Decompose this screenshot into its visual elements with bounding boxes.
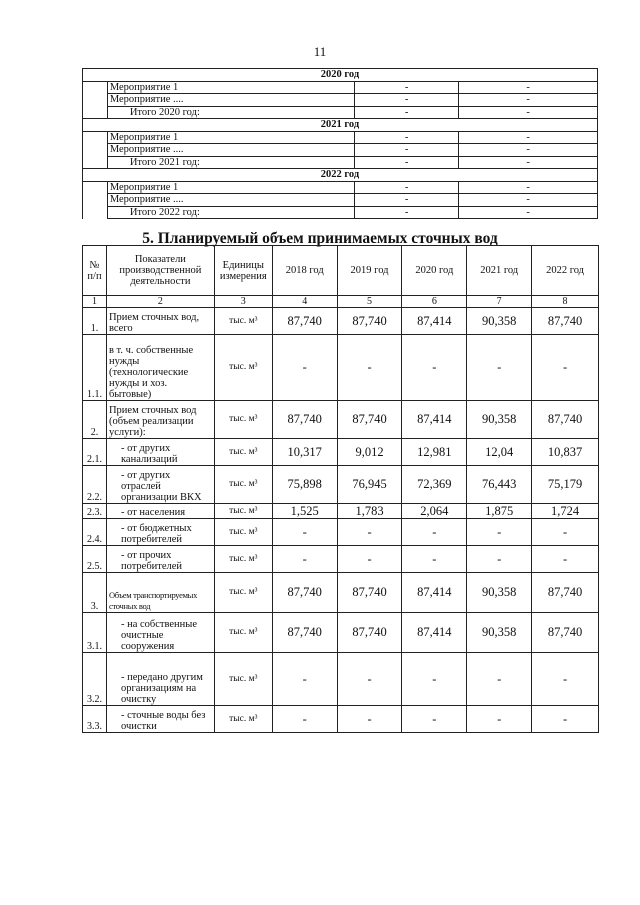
table-row: [83, 613, 599, 653]
value-cell: 1,525: [272, 504, 337, 519]
header-cell: 2019 год: [337, 246, 402, 296]
value-cell: -: [272, 335, 337, 401]
unit-cell: тыс. м³: [214, 439, 272, 466]
index-cell: 4: [272, 296, 337, 308]
spacer-cell: [83, 206, 108, 219]
event-value: -: [355, 94, 459, 107]
value-cell: -: [532, 706, 599, 733]
event-row: [83, 81, 598, 94]
value-cell: 10,837: [532, 439, 599, 466]
indicator-label: - от населения: [120, 507, 186, 518]
table-row: [83, 519, 599, 546]
row-number: 2.3.: [83, 504, 107, 519]
indicator-label: - на собственные очистные сооружения: [120, 619, 198, 652]
row-number: 2.: [83, 401, 107, 439]
total-row: [83, 206, 598, 219]
indicator-label: в т. ч. собственные нужды (технологические нужды и хоз. бытовые): [108, 345, 194, 400]
unit-cell: тыс. м³: [214, 401, 272, 439]
value-cell: -: [402, 546, 467, 573]
value-cell: -: [272, 706, 337, 733]
year-title: 2020 год: [83, 69, 598, 82]
value-cell: -: [532, 519, 599, 546]
value-cell: 87,740: [272, 401, 337, 439]
value-cell: 87,740: [272, 308, 337, 335]
indicator-name: [106, 466, 214, 504]
header-cell: № п/п: [83, 246, 107, 296]
value-cell: 90,358: [467, 613, 532, 653]
indicator-name: [106, 613, 214, 653]
event-name: Мероприятие ....: [107, 144, 354, 157]
value-cell: 1,875: [467, 504, 532, 519]
event-value: -: [459, 81, 598, 94]
indicator-name: [106, 653, 214, 706]
total-row: [83, 106, 598, 119]
value-cell: 12,981: [402, 439, 467, 466]
event-name: Мероприятие 1: [107, 131, 354, 144]
indicator-label: - от других отраслей организации ВКХ: [120, 470, 202, 503]
value-cell: 12,04: [467, 439, 532, 466]
value-cell: -: [402, 335, 467, 401]
event-value: -: [459, 194, 598, 207]
indicator-label: - передано другим организациям на очистку: [120, 672, 203, 705]
value-cell: -: [337, 335, 402, 401]
table-row: [83, 653, 599, 706]
value-cell: -: [467, 335, 532, 401]
indicator-name: [106, 335, 214, 401]
row-number: 2.5.: [83, 546, 107, 573]
header-row: [83, 246, 599, 296]
unit-cell: тыс. м³: [214, 613, 272, 653]
row-number: 2.2.: [83, 466, 107, 504]
value-cell: 87,740: [532, 401, 599, 439]
value-cell: 2,064: [402, 504, 467, 519]
row-number: 3.1.: [83, 613, 107, 653]
indicator-name: [106, 504, 214, 519]
total-value: -: [459, 206, 598, 219]
index-cell: 1: [83, 296, 107, 308]
header-cell: 2018 год: [272, 246, 337, 296]
value-cell: 75,898: [272, 466, 337, 504]
indicator-name: [106, 439, 214, 466]
value-cell: 10,317: [272, 439, 337, 466]
indicator-name: [106, 519, 214, 546]
event-value: -: [355, 131, 459, 144]
row-number: 3.: [83, 573, 107, 613]
table-row: [83, 546, 599, 573]
event-value: -: [459, 131, 598, 144]
indicator-name: [106, 706, 214, 733]
events-table: [82, 68, 598, 219]
value-cell: 75,179: [532, 466, 599, 504]
value-cell: -: [402, 653, 467, 706]
unit-cell: тыс. м³: [214, 504, 272, 519]
table-row: [83, 335, 599, 401]
unit-cell: тыс. м³: [214, 546, 272, 573]
row-number: 3.3.: [83, 706, 107, 733]
total-row: [83, 156, 598, 169]
value-cell: 87,414: [402, 613, 467, 653]
value-cell: -: [272, 519, 337, 546]
value-cell: -: [532, 335, 599, 401]
event-name: Мероприятие 1: [107, 181, 354, 194]
value-cell: 87,740: [532, 308, 599, 335]
value-cell: 87,740: [272, 573, 337, 613]
spacer-cell: [83, 94, 108, 107]
indicator-label: - от других канализаций: [120, 443, 178, 465]
index-cell: 2: [106, 296, 214, 308]
event-value: -: [459, 181, 598, 194]
value-cell: 87,740: [532, 613, 599, 653]
indicator-label: - от прочих потребителей: [120, 550, 183, 572]
header-cell: 2021 год: [467, 246, 532, 296]
value-cell: 76,945: [337, 466, 402, 504]
value-cell: 90,358: [467, 401, 532, 439]
value-cell: -: [337, 546, 402, 573]
year-title: 2021 год: [83, 119, 598, 132]
value-cell: -: [337, 653, 402, 706]
row-number: 2.4.: [83, 519, 107, 546]
indicator-label: - от бюджетных потребителей: [120, 523, 192, 545]
value-cell: -: [402, 706, 467, 733]
unit-cell: тыс. м³: [214, 335, 272, 401]
event-value: -: [355, 181, 459, 194]
row-number: 1.1.: [83, 335, 107, 401]
total-value: -: [459, 156, 598, 169]
value-cell: 90,358: [467, 308, 532, 335]
value-cell: -: [467, 706, 532, 733]
index-cell: 3: [214, 296, 272, 308]
value-cell: 9,012: [337, 439, 402, 466]
event-row: [83, 181, 598, 194]
table-row: [83, 573, 599, 613]
year-title: 2022 год: [83, 169, 598, 182]
column-index-row: [83, 296, 599, 308]
value-cell: 87,414: [402, 308, 467, 335]
spacer-cell: [83, 131, 108, 144]
unit-cell: тыс. м³: [214, 308, 272, 335]
index-cell: 8: [532, 296, 599, 308]
event-name: Мероприятие ....: [107, 194, 354, 207]
spacer-cell: [83, 181, 108, 194]
value-cell: -: [467, 546, 532, 573]
event-name: Мероприятие 1: [107, 81, 354, 94]
spacer-cell: [83, 144, 108, 157]
value-cell: -: [532, 653, 599, 706]
event-value: -: [355, 81, 459, 94]
value-cell: 87,740: [337, 401, 402, 439]
table-row: [83, 504, 599, 519]
unit-cell: тыс. м³: [214, 466, 272, 504]
value-cell: 1,724: [532, 504, 599, 519]
value-cell: -: [532, 546, 599, 573]
index-cell: 5: [337, 296, 402, 308]
value-cell: 87,740: [337, 308, 402, 335]
indicator-label: - сточные воды без очистки: [120, 710, 206, 732]
value-cell: 87,414: [402, 573, 467, 613]
value-cell: -: [337, 519, 402, 546]
header-cell: 2020 год: [402, 246, 467, 296]
header-cell: Показатели производственной деятельности: [106, 246, 214, 296]
value-cell: 87,740: [337, 613, 402, 653]
indicator-name: [106, 573, 214, 613]
event-name: Мероприятие ....: [107, 94, 354, 107]
row-number: 1.: [83, 308, 107, 335]
value-cell: 72,369: [402, 466, 467, 504]
section-title: 5. Планируемый объем принимаемых сточных вод: [142, 230, 498, 247]
event-value: -: [459, 94, 598, 107]
year-header-row: [83, 69, 598, 82]
indicator-label: Прием сточных вод (объем реализации услуги):: [108, 405, 197, 438]
indicator-name: [106, 401, 214, 439]
value-cell: -: [467, 519, 532, 546]
wastewater-volume-table: [82, 245, 599, 733]
value-cell: -: [467, 653, 532, 706]
value-cell: -: [337, 706, 402, 733]
unit-cell: тыс. м³: [214, 573, 272, 613]
value-cell: 87,740: [337, 573, 402, 613]
total-label: Итого 2022 год:: [107, 206, 354, 219]
page-number: 11: [313, 44, 327, 59]
table-row: [83, 401, 599, 439]
value-cell: -: [272, 653, 337, 706]
table-row: [83, 308, 599, 335]
unit-cell: тыс. м³: [214, 706, 272, 733]
value-cell: 1,783: [337, 504, 402, 519]
unit-cell: тыс. м³: [214, 653, 272, 706]
total-value: -: [355, 206, 459, 219]
total-value: -: [355, 106, 459, 119]
value-cell: 90,358: [467, 573, 532, 613]
value-cell: 87,740: [272, 613, 337, 653]
event-row: [83, 131, 598, 144]
spacer-cell: [83, 194, 108, 207]
unit-cell: тыс. м³: [214, 519, 272, 546]
event-value: -: [355, 144, 459, 157]
table-row: [83, 439, 599, 466]
total-label: Итого 2021 год:: [107, 156, 354, 169]
value-cell: -: [272, 546, 337, 573]
index-cell: 6: [402, 296, 467, 308]
value-cell: 87,740: [532, 573, 599, 613]
value-cell: 76,443: [467, 466, 532, 504]
event-value: -: [355, 194, 459, 207]
indicator-name: [106, 546, 214, 573]
total-label: Итого 2020 год:: [107, 106, 354, 119]
value-cell: -: [402, 519, 467, 546]
table-row: [83, 466, 599, 504]
event-row: [83, 144, 598, 157]
year-header-row: [83, 169, 598, 182]
index-cell: 7: [467, 296, 532, 308]
event-row: [83, 194, 598, 207]
indicator-name: [106, 308, 214, 335]
spacer-cell: [83, 81, 108, 94]
year-header-row: [83, 119, 598, 132]
row-number: 2.1.: [83, 439, 107, 466]
spacer-cell: [83, 106, 108, 119]
row-number: 3.2.: [83, 653, 107, 706]
table-row: [83, 706, 599, 733]
header-cell: Единицы измерения: [214, 246, 272, 296]
indicator-label: Прием сточных вод, всего: [108, 312, 200, 334]
event-row: [83, 94, 598, 107]
total-value: -: [459, 106, 598, 119]
indicator-label: Объем транспортируемых сточных вод: [108, 590, 198, 611]
header-cell: 2022 год: [532, 246, 599, 296]
value-cell: 87,414: [402, 401, 467, 439]
event-value: -: [459, 144, 598, 157]
spacer-cell: [83, 156, 108, 169]
total-value: -: [355, 156, 459, 169]
